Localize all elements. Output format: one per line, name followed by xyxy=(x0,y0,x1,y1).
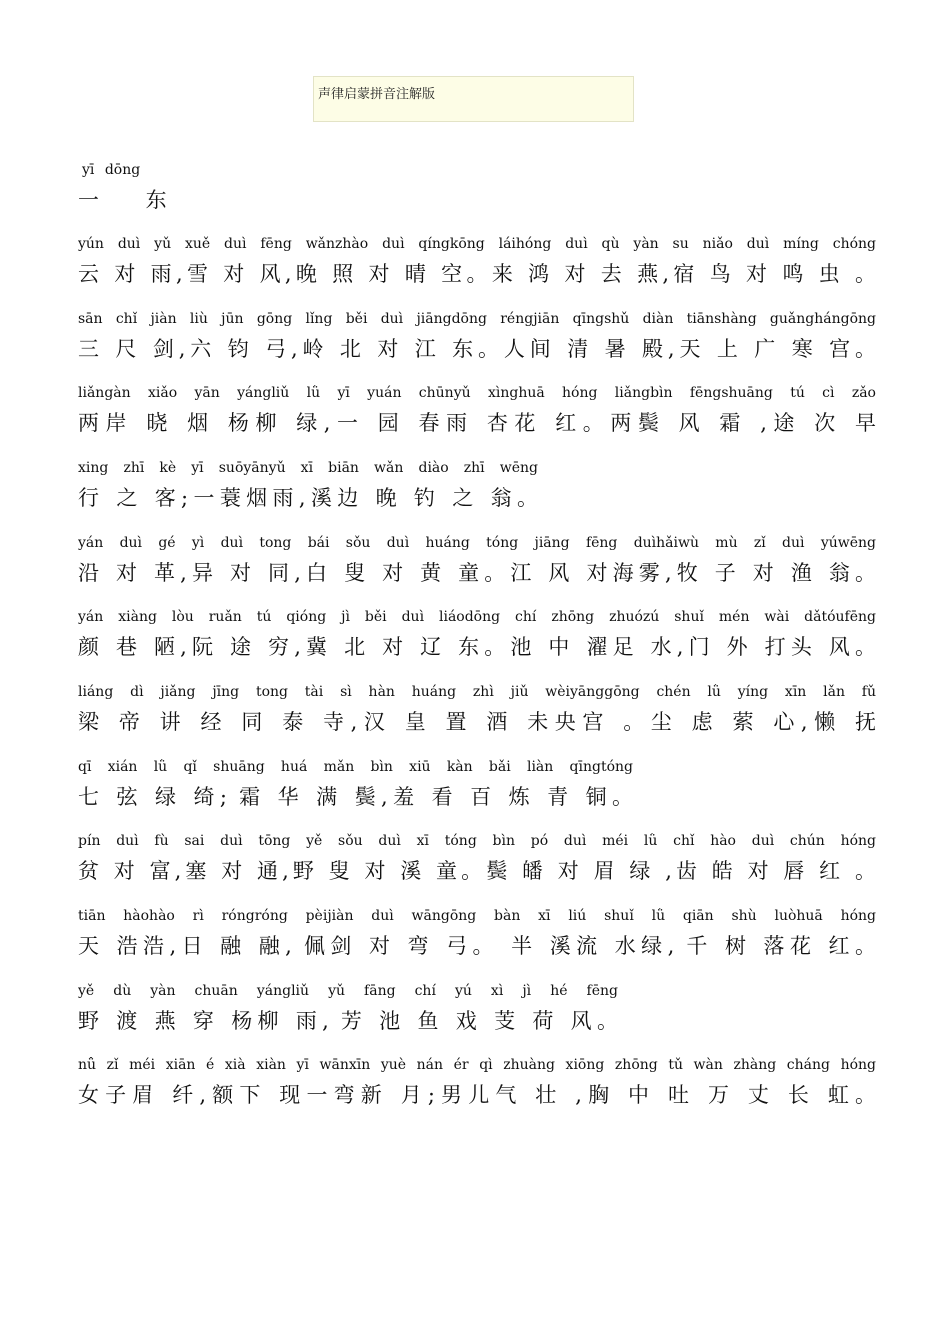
hanzi-line: 行 之 客;一蓑烟雨,溪边 晚 钓 之 翁。 xyxy=(78,486,538,510)
pinyin-line: sān chǐ jiàn liù jūn gōng lǐng běi duì jiāngdōng réngjiān qīngshǔ diàn tiānshàng guǎnghángōng xyxy=(78,311,876,327)
hanzi-line: 云 对 雨,雪 对 风,晚 照 对 晴 空。来 鸿 对 去 燕,宿 鸟 对 鸣 虫 。 xyxy=(78,262,876,286)
section-heading: 一 东 xyxy=(78,188,187,212)
hanzi-line: 沿 对 革,异 对 同,白 叟 对 黄 童。江 风 对海雾,牧 子 对 渔 翁。 xyxy=(78,561,876,585)
hanzi-line: 颜 巷 陋,阮 途 穷,冀 北 对 辽 东。池 中 濯足 水,门 外 打头 风。 xyxy=(78,635,876,659)
hanzi-line: 三 尺 剑,六 钧 弓,岭 北 对 江 东。人间 清 暑 殿,天 上 广 寒 宫。 xyxy=(78,337,876,361)
hanzi-line: 梁 帝 讲 经 同 泰 寺,汉 皇 置 酒 未央宫 。尘 虑 萦 心,懒 抚 xyxy=(78,710,876,734)
pinyin-line: tiān hàohào rì róngróng pèijiàn duì wāngōng bàn xī liú shuǐ lǜ qiān shù luòhuā hóng xyxy=(78,908,876,924)
pinyin-line: liáng dì jiǎng jīng tong tài sì hàn huáng zhì jiǔ wèiyānggōng chén lǜ yíng xīn lǎn fǔ xyxy=(78,684,876,700)
header-box xyxy=(313,76,634,122)
hanzi-line: 野 渡 燕 穿 杨柳 雨, 芳 池 鱼 戏 芰 荷 风。 xyxy=(78,1009,618,1033)
pinyin-line: yě dù yàn chuān yángliǔ yǔ fāng chí yú xì jì hé fēng xyxy=(78,983,618,999)
hanzi-line: 女子眉 纤,额下 现一弯新 月;男儿气 壮 ,胸 中 吐 万 丈 长 虹。 xyxy=(78,1083,876,1107)
pinyin-line: yán xiàng lòu ruǎn tú qióng jì běi duì liáodōng chí zhōng zhuózú shuǐ mén wài dǎtóufēng xyxy=(78,609,876,625)
hanzi-line: 两岸 晓 烟 杨柳 绿,一 园 春雨 杏花 红。两鬓 风 霜 ,途 次 早 xyxy=(78,411,876,435)
pinyin-line: liǎngàn xiǎo yān yángliǔ lǜ yī yuán chūnyǔ xìnghuā hóng liǎngbìn fēngshuāng tú cì zǎo xyxy=(78,385,876,401)
pinyin-line: yún duì yǔ xuě duì fēng wǎnzhào duì qíngkōng láihóng duì qù yàn su niǎo duì míng chóng xyxy=(78,236,876,252)
pinyin-line: nǚ zǐ méi xiān é xià xiàn yī wānxīn yuè nán ér qì zhuàng xiōng zhōng tǔ wàn zhàng cháng hóng xyxy=(78,1057,876,1073)
hanzi-line: 贫 对 富,塞 对 通,野 叟 对 溪 童。鬓 皤 对 眉 绿 ,齿 皓 对 唇 红 。 xyxy=(78,859,876,883)
pinyin-line: xing zhī kè yī suōyānyǔ xī biān wǎn diào zhī wēng xyxy=(78,460,538,476)
pinyin-line: pín duì fù sai duì tōng yě sǒu duì xī tóng bìn pó duì méi lǜ chǐ hào duì chún hóng xyxy=(78,833,876,849)
pinyin-line: qī xián lǜ qǐ shuāng huá mǎn bìn xiū kàn bǎi liàn qīngtóng xyxy=(78,759,633,775)
document-title: 声律启蒙拼音注解版 xyxy=(318,87,436,102)
section-pinyin: yī dōng xyxy=(82,162,141,178)
hanzi-line: 天 浩浩,日 融 融, 佩剑 对 弯 弓。 半 溪流 水绿, 千 树 落花 红。 xyxy=(78,934,876,958)
pinyin-line: yán duì gé yì duì tong bái sǒu duì huáng tóng jiāng fēng duìhǎiwù mù zǐ duì yúwēng xyxy=(78,535,876,551)
hanzi-line: 七 弦 绿 绮; 霜 华 满 鬓,羞 看 百 炼 青 铜。 xyxy=(78,785,633,809)
